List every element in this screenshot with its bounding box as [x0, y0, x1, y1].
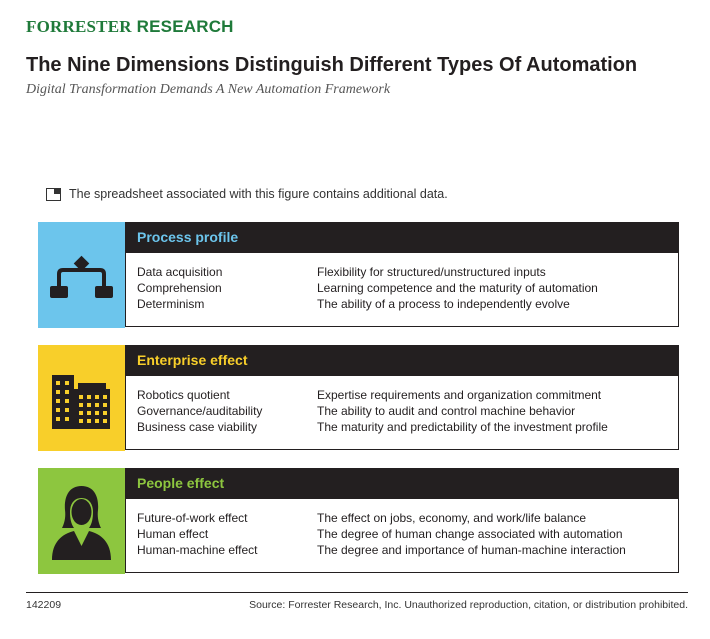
brand-name: FORRESTER [26, 17, 132, 36]
section-title: Process profile [137, 229, 239, 245]
dimension-description: Learning competence and the maturity of automation [317, 281, 598, 295]
dimension-label: Future-of-work effect [137, 511, 248, 525]
section-enterprise-effect [38, 345, 679, 451]
dimension-description: The effect on jobs, economy, and work/life balance [317, 511, 587, 525]
dimension-description: Expertise requirements and organization commitment [317, 388, 602, 402]
section-people-effect [38, 468, 679, 574]
spreadsheet-note [46, 187, 448, 201]
spreadsheet-note-text: The spreadsheet associated with this figure contains additional data. [69, 187, 448, 201]
section-header [125, 222, 679, 253]
dimension-description: The maturity and predictability of the investment profile [317, 420, 608, 434]
section-header [125, 345, 679, 376]
dimension-label: Governance/auditability [137, 404, 263, 418]
page-title: The Nine Dimensions Distinguish Different Types Of Automation [26, 54, 638, 76]
section-body [125, 499, 679, 573]
brand-logo [26, 17, 234, 37]
source-note: Source: Forrester Research, Inc. Unauthorized reproduction, citation, or distribution prohibited. [249, 599, 688, 611]
footer-divider [26, 592, 688, 593]
section-icon-box [38, 222, 125, 328]
spreadsheet-icon [46, 188, 61, 201]
dimension-description: The degree and importance of human-machine interaction [317, 543, 626, 557]
dimension-description: The degree of human change associated with automation [317, 527, 623, 541]
page-subtitle: Digital Transformation Demands A New Automation Framework [26, 82, 391, 97]
section-header [125, 468, 679, 499]
person-icon [38, 468, 125, 574]
dimension-description: The ability to audit and control machine behavior [317, 404, 576, 418]
dimension-label: Data acquisition [137, 265, 223, 279]
dimension-description: Flexibility for structured/unstructured inputs [317, 265, 546, 279]
figure-id: 142209 [26, 599, 62, 611]
dimension-label: Human effect [137, 527, 209, 541]
section-icon-box [38, 468, 125, 574]
section-body [125, 376, 679, 450]
section-icon-box [38, 345, 125, 451]
dimension-description: The ability of a process to independently evolve [317, 297, 570, 311]
section-title: People effect [137, 475, 225, 491]
section-title: Enterprise effect [137, 352, 248, 368]
buildings-icon [38, 345, 125, 451]
dimension-label: Determinism [137, 297, 205, 311]
dimension-label: Comprehension [137, 281, 222, 295]
dimension-label: Robotics quotient [137, 388, 230, 402]
section-body [125, 253, 679, 327]
brand-suffix: RESEARCH [136, 17, 234, 36]
dimension-label: Business case viability [137, 420, 258, 434]
dimension-label: Human-machine effect [137, 543, 258, 557]
section-process-profile [38, 222, 679, 328]
process-flow-icon [38, 222, 125, 328]
